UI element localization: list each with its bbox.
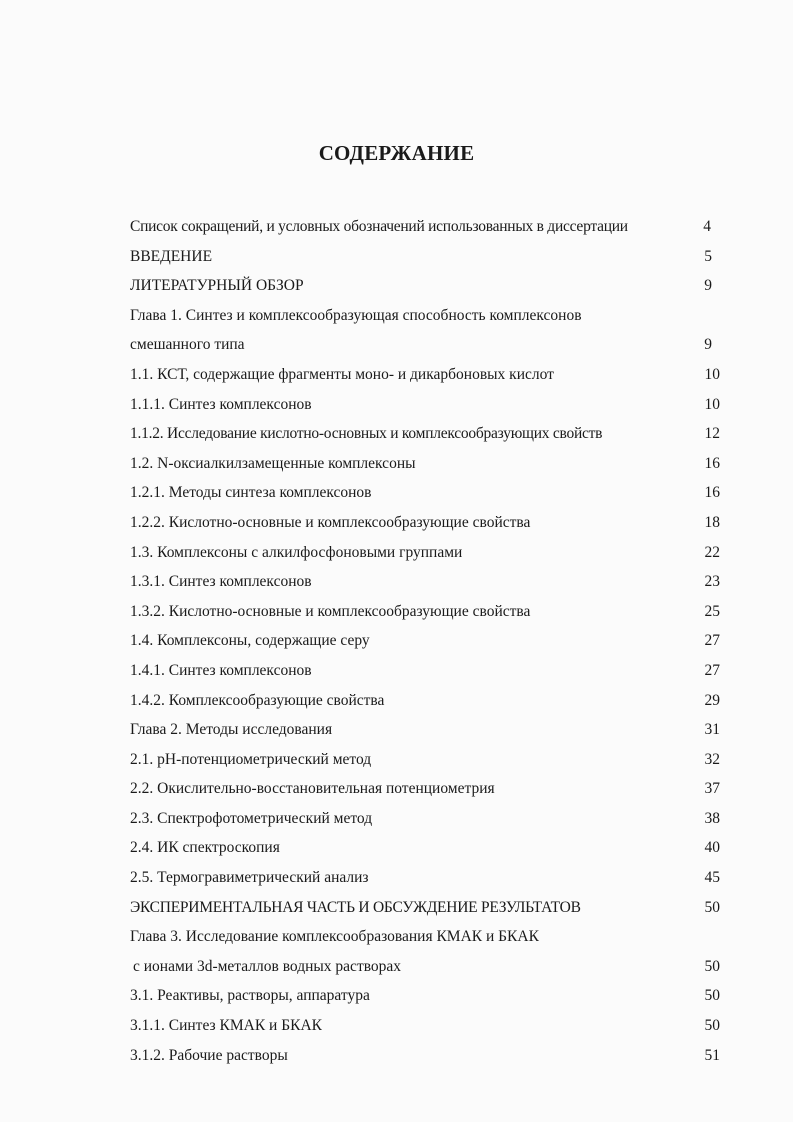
toc-entry xyxy=(130,419,730,449)
toc-entry-label: 3.1.2. Рабочие растворы xyxy=(130,1046,288,1064)
toc-entry-label: 1.4.2. Комплексообразующие свойства xyxy=(130,691,385,709)
toc-entry-label: 2.3. Спектрофотометрический метод xyxy=(130,809,373,827)
table-of-contents xyxy=(130,212,730,1070)
toc-entry-label: 1.3. Комплексоны с алкилфосфоновыми группами xyxy=(130,543,463,561)
toc-entry-label: 1.4. Комплексоны, содержащие серу xyxy=(130,632,370,650)
toc-entry-label: 1.1.2. Исследование кислотно-основных и комплексообразующих свойств xyxy=(130,425,603,443)
toc-entry xyxy=(130,626,730,656)
toc-entry xyxy=(130,893,730,923)
toc-entry xyxy=(130,1041,730,1071)
toc-entry-page: 45 xyxy=(704,869,720,887)
toc-entry xyxy=(130,508,730,538)
toc-entry xyxy=(130,922,730,952)
toc-entry xyxy=(130,478,730,508)
toc-entry xyxy=(130,330,730,360)
toc-entry-page: 50 xyxy=(704,987,720,1005)
toc-entry-page: 50 xyxy=(704,898,720,916)
toc-entry xyxy=(130,271,730,301)
toc-entry-label: 3.1. Реактивы, растворы, аппаратура xyxy=(130,987,370,1005)
toc-entry-label: 3.1.1. Синтез КМАК и БКАК xyxy=(130,1017,322,1035)
toc-entry-page: 27 xyxy=(704,661,720,679)
toc-entry-page: 37 xyxy=(704,780,720,798)
toc-entry xyxy=(130,242,730,272)
toc-entry xyxy=(130,833,730,863)
page-title: СОДЕРЖАНИЕ xyxy=(318,141,475,165)
toc-entry-label: Глава 1. Синтез и комплексообразующая способность комплексонов xyxy=(130,306,582,324)
toc-entry-label: 2.1. pH-потенциометрический метод xyxy=(130,750,372,768)
toc-entry-page: 9 xyxy=(704,277,712,295)
toc-entry-page: 5 xyxy=(704,247,712,265)
toc-entry xyxy=(130,745,730,775)
toc-entry-page: 50 xyxy=(704,957,720,975)
toc-entry-page: 18 xyxy=(704,513,720,531)
toc-entry-label: ЛИТЕРАТУРНЫЙ ОБЗОР xyxy=(130,277,304,295)
toc-entry xyxy=(130,597,730,627)
toc-entry-label: 1.2.2. Кислотно-основные и комплексообразующие свойства xyxy=(130,513,531,531)
toc-entry-page: 16 xyxy=(704,484,720,502)
toc-entry xyxy=(130,656,730,686)
toc-entry-page: 50 xyxy=(704,1017,720,1035)
toc-entry-page: 4 xyxy=(703,218,711,235)
toc-entry xyxy=(130,804,730,834)
toc-entry-label: 1.4.1. Синтез комплексонов xyxy=(130,661,312,679)
toc-entry xyxy=(130,863,730,893)
toc-entry-page: 22 xyxy=(704,543,720,561)
toc-entry-label: 1.1. КСТ, содержащие фрагменты моно- и дикарбоновых кислот xyxy=(130,365,554,383)
toc-entry-label: 2.2. Окислительно-восстановительная потенциометрия xyxy=(130,780,495,798)
toc-entry-page: 31 xyxy=(704,721,720,739)
toc-entry-label: 1.2.1. Методы синтеза комплексонов xyxy=(130,484,372,502)
toc-entry xyxy=(130,360,730,390)
toc-entry-label: 1.3.2. Кислотно-основные и комплексообразующие свойства xyxy=(130,602,531,620)
toc-entry-label: 1.2. N-оксиалкилзамещенные комплексоны xyxy=(130,454,416,472)
toc-entry-label: смешанного типа xyxy=(130,336,245,354)
toc-entry-page: 27 xyxy=(704,632,720,650)
toc-entry-page: 32 xyxy=(704,750,720,768)
toc-entry xyxy=(130,567,730,597)
toc-entry-label: 2.5. Термогравиметрический анализ xyxy=(130,869,369,887)
toc-entry-page: 9 xyxy=(704,336,712,354)
toc-entry-page: 25 xyxy=(704,602,720,620)
toc-entry-label: ВВЕДЕНИЕ xyxy=(130,247,213,265)
toc-entry xyxy=(130,390,730,420)
toc-entry xyxy=(130,449,730,479)
toc-entry-page: 10 xyxy=(704,395,720,413)
toc-entry-page: 51 xyxy=(704,1046,720,1064)
toc-entry-label: Список сокращений, и условных обозначений использованных в диссертации xyxy=(130,218,628,235)
toc-entry xyxy=(130,1011,730,1041)
toc-entry-label: Глава 3. Исследование комплексообразования КМАК и БКАК xyxy=(130,928,539,946)
toc-entry xyxy=(130,212,730,242)
toc-entry-label: 1.1.1. Синтез комплексонов xyxy=(130,395,312,413)
toc-entry-label: 1.3.1. Синтез комплексонов xyxy=(130,573,312,591)
toc-entry xyxy=(130,981,730,1011)
toc-entry-page: 29 xyxy=(704,691,720,709)
toc-entry-label: Глава 2. Методы исследования xyxy=(130,721,333,739)
toc-entry-label: ЭКСПЕРИМЕНТАЛЬНАЯ ЧАСТЬ И ОБСУЖДЕНИЕ РЕЗУЛЬТАТОВ xyxy=(130,898,581,916)
toc-entry-page: 38 xyxy=(704,809,720,827)
toc-entry xyxy=(130,301,730,331)
toc-entry-label: 2.4. ИК спектроскопия xyxy=(130,839,280,857)
toc-entry-page: 10 xyxy=(704,365,720,383)
toc-entry xyxy=(130,774,730,804)
toc-entry xyxy=(130,952,730,982)
toc-entry xyxy=(130,686,730,716)
toc-entry-page: 23 xyxy=(704,573,720,591)
toc-entry-page: 40 xyxy=(704,839,720,857)
toc-entry-page: 12 xyxy=(704,425,720,443)
toc-entry xyxy=(130,715,730,745)
toc-entry-page: 16 xyxy=(704,454,720,472)
toc-entry xyxy=(130,538,730,568)
toc-entry-label: с ионами 3d-металлов водных растворах xyxy=(133,957,402,975)
